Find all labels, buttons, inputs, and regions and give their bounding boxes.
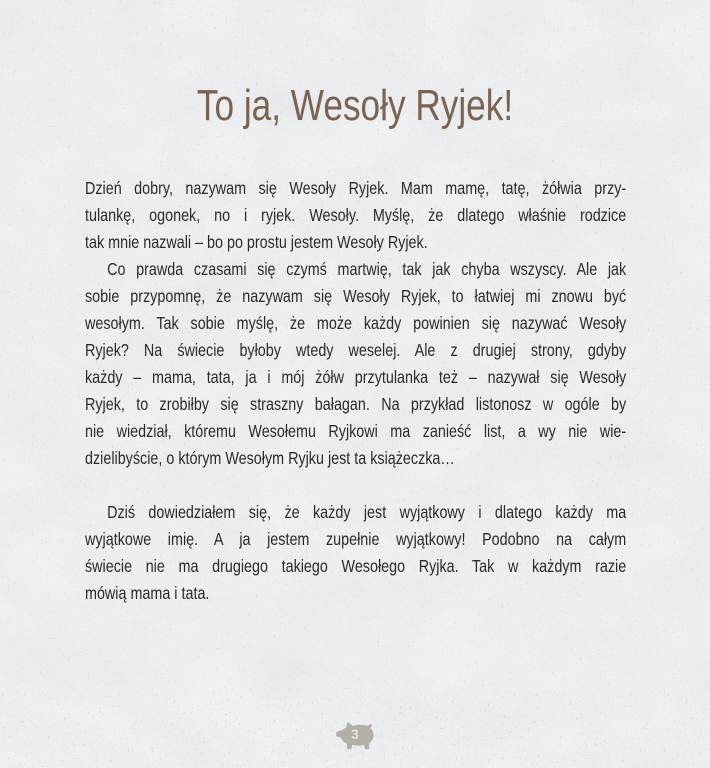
text-line: Co prawda czasami się czymś martwię, tak jak chyba wszyscy. Ale jak [107, 259, 627, 279]
paragraph [85, 499, 626, 607]
page-number: 3 [351, 727, 359, 743]
text-line: mówią mama i tata. [85, 583, 210, 603]
text-line: Dziś dowiedziałem się, że każdy jest wyjątkowy i dlatego każdy ma [107, 502, 627, 522]
text-line: każdy – mama, tata, ja i mój żółw przytulanka też – nazywał się Wesoły [85, 367, 627, 387]
text-line: wesołym. Tak sobie myślę, że może każdy powinien się nazywać Wesoły [85, 313, 627, 333]
text-line: świecie nie ma drugiego takiego Wesołego Ryjka. Tak w każdym razie [85, 556, 627, 576]
text-line: nie wiedział, któremu Wesołemu Ryjkowi ma zanieść list, a wy nie wie- [85, 421, 627, 441]
text-line: wyjątkowe imię. A ja jestem zupełnie wyjątkowy! Podobno na całym [85, 529, 627, 549]
text-line: sobie przypomnę, że nazywam się Wesoły Ryjek, to łatwiej mi znowu być [85, 286, 627, 306]
text-line: tak mnie nazwali – bo po prostu jestem Wesoły Ryjek. [85, 232, 428, 252]
text-line: tulankę, ogonek, no i ryjek. Wesoły. Myślę, że dlatego właśnie rodzice [85, 205, 627, 225]
page-title: To ja, Wesoły Ryjek! [196, 81, 514, 130]
pig-icon [334, 719, 376, 750]
text-line: Dzień dobry, nazywam się Wesoły Ryjek. Mam mamę, tatę, żółwia przy- [85, 178, 627, 198]
text-block [85, 175, 626, 607]
paragraph [85, 256, 626, 472]
text-line: dzielibyście, o którym Wesołym Ryjku jest ta książeczka… [85, 448, 455, 468]
page-number-marker [0, 719, 710, 750]
text-line: Ryjek? Na świecie byłoby wtedy weselej. Ale z drugiej strony, gdyby [85, 340, 627, 360]
text-line: Ryjek, to zrobiłby się straszny bałagan. Na przykład listonosz w ogóle by [85, 394, 627, 414]
paragraph [85, 175, 626, 256]
